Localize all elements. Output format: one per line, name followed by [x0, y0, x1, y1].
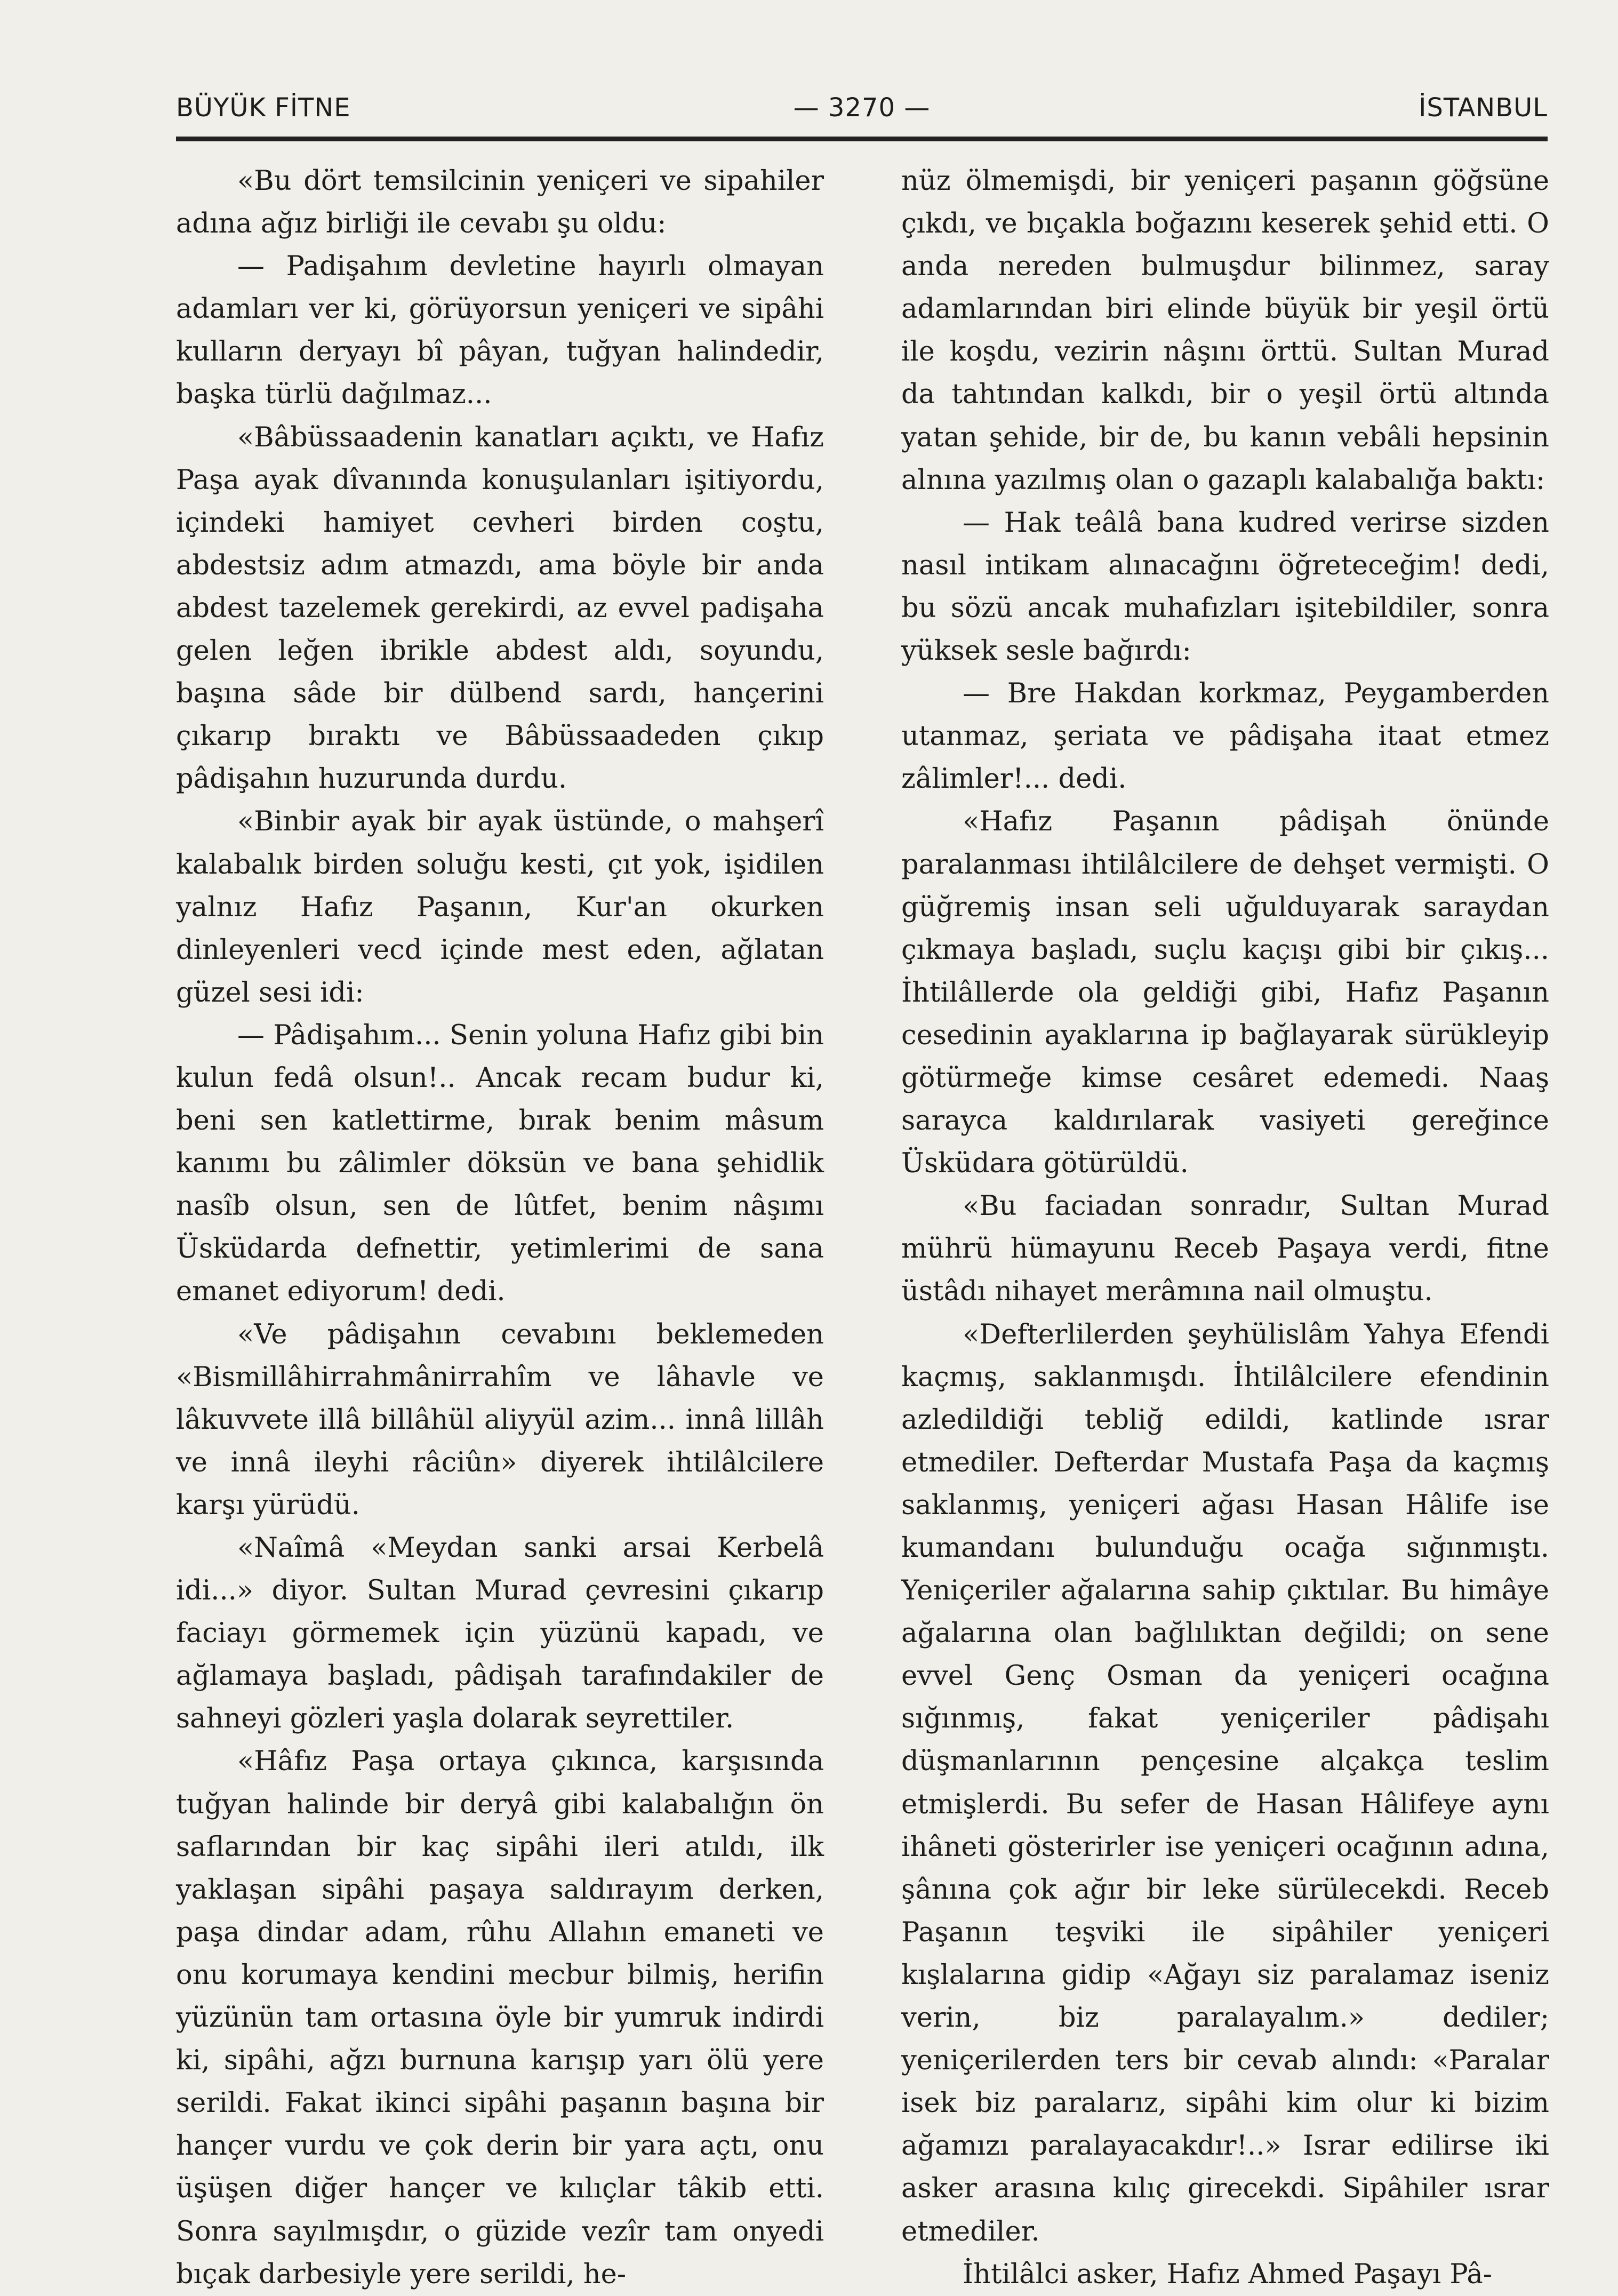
paragraph: «Bâbüssaadenin kanatları açıktı, ve Hafız Paşa ayak dîvanında konuşulanları işitiyordu, içindeki hamiyet cevheri birden coştu, abdestsiz adım atmazdı, ama böyle bir anda abdest tazelemek gerekirdi, az evvel padişaha gelen leğen ibrikle abdest aldı, soyundu, başına sâde bir dülbend sardı, hançerini çıkarıp bıraktı ve Bâbüssaadeden çıkıp pâdişahın huzurunda durdu.	[176, 421, 824, 795]
paragraph: «Ve pâdişahın cevabını beklemeden «Bismillâhirrahmânirrahîm ve lâhavle ve lâkuvvete illâ billâhül aliyyül azim... innâ lillâh ve innâ ileyhi râciûn» diyerek ihtilâlcilere karşı yürüdü.	[176, 1318, 824, 1521]
header-rule	[176, 137, 1548, 141]
paragraph: «Naîmâ «Meydan sanki arsai Kerbelâ idi...» diyor. Sultan Murad çevresini çıkarıp faciayı görmemek için yüzünü kapadı, ve ağlamaya başladı, pâdişah tarafındakiler de sahneyi gözleri yaşla dolarak seyrettiler.	[176, 1532, 824, 1735]
right-column	[901, 160, 1549, 2296]
running-header	[176, 86, 1548, 129]
paragraph: — Hak teâlâ bana kudred verirse sizden nasıl intikam alınacağını öğreteceğim! dedi, bu sözü ancak muhafızları işitebildiler, sonra yüksek sesle bağırdı:	[901, 507, 1549, 667]
paragraph: — Padişahım devletine hayırlı olmayan adamları ver ki, görüyorsun yeniçeri ve sipâhi kulların deryayı bî pâyan, tuğyan halindedir, başka türlü dağılmaz...	[176, 251, 824, 411]
header-book-title: BÜYÜK FİTNE	[176, 93, 351, 123]
paragraph: «Bu faciadan sonradır, Sultan Murad mührü hümayunu Receb Paşaya verdi, fitne üstâdı nihayet merâmına nail olmuştu.	[901, 1190, 1549, 1308]
page-number: — 3270 —	[793, 93, 931, 123]
paragraph-continued: nüz ölmemişdi, bir yeniçeri paşanın göğsüne çıkdı, ve bıçakla boğazını keserek şehid etti. O anda nereden bulmuşdur bilinmez, saray adamlarından biri elinde büyük bir yeşil örtü ile koşdu, vezirin nâşını örttü. Sultan Murad da tahtından kalkdı, bir o yeşil örtü altında yatan şehide, bir de, bu kanın vebâli hepsinin alnına yazılmış olan o gazaplı kalabalığa baktı:	[901, 165, 1549, 496]
header-section-title: İSTANBUL	[1419, 93, 1548, 123]
paragraph: — Pâdişahım... Senin yoluna Hafız gibi bin kulun fedâ olsun!.. Ancak recam budur ki, beni sen katlettirme, bırak benim mâsum kanımı bu zâlimler döksün ve bana şehidlik nasîb olsun, sen de lûtfet, benim nâşımı Üsküdarda defnettir, yetimlerimi de sana emanet ediyorum! dedi.	[176, 1019, 824, 1308]
left-column	[176, 160, 824, 2296]
paragraph: İhtilâlci asker, Hafız Ahmed Paşayı Pâ-	[963, 2258, 1493, 2290]
paragraph: — Bre Hakdan korkmaz, Peygamberden utanmaz, şeriata ve pâdişaha itaat etmez zâlimler!... dedi.	[901, 678, 1549, 795]
paragraph: «Hafız Paşanın pâdişah önünde paralanması ihtilâlcilere de dehşet vermişti. O güğremiş insan seli uğulduyarak saraydan çıkmaya başladı, suçlu kaçışı gibi bir çıkış... İhtilâllerde ola geldiği gibi, Hafız Paşanın cesedinin ayaklarına ip bağlayarak sürükleyip götürmeğe kimse cesâret edemedi. Naaş sarayca kaldırılarak vasiyeti gereğince Üsküdara götürüldü.	[901, 806, 1549, 1180]
paragraph: «Defterlilerden şeyhülislâm Yahya Efendi kaçmış, saklanmışdı. İhtilâlcilere efendinin azledildiği tebliğ edildi, katlinde ısrar etmediler. Defterdar Mustafa Paşa da kaçmış saklanmış, yeniçeri ağası Hasan Hâlife ise kumandanı bulunduğu ocağa sığınmıştı. Yeniçeriler ağalarına sahip çıktılar. Bu himâye ağalarına olan bağlılıktan değildi; on sene evvel Genç Osman da yeniçeri ocağına sığınmış, fakat yeniçeriler pâdişahı düşmanlarının pençesine alçakça teslim etmişlerdi. Bu sefer de Hasan Hâlifeye aynı ihâneti gösterirler ise yeniçeri ocağının adına, şânına çok ağır bir leke sürülecekdi. Receb Paşanın teşviki ile sipâhiler yeniçeri kışlalarına gidip «Ağayı siz paralamaz iseniz verin, biz paralayalım.» dediler; yeniçerilerden ters bir cevab alındı: «Paralar isek biz paralarız, sipâhi kim olur ki bizim ağamızı paralayacakdır!..» Israr edilirse iki asker arasına kılıç girecekdi. Sipâhiler ısrar etmediler.	[901, 1318, 1549, 2247]
paragraph: «Binbir ayak bir ayak üstünde, o mahşerî kalabalık birden soluğu kesti, çıt yok, işidilen yalnız Hafız Paşanın, Kur'an okurken dinleyenleri vecd içinde mest eden, ağlatan güzel sesi idi:	[176, 806, 824, 1009]
paragraph: «Bu dört temsilcinin yeniçeri ve sipahiler adına ağız birliği ile cevabı şu oldu:	[176, 165, 824, 240]
paragraph: «Hâfız Paşa ortaya çıkınca, karşısında tuğyan halinde bir deryâ gibi kalabalığın ön saflarından bir kaç sipâhi ileri atıldı, ilk yaklaşan sipâhi paşaya saldırayım derken, paşa dindar adam, rûhu Allahın emaneti ve onu korumaya kendini mecbur bilmiş, herifin yüzünün tam ortasına öyle bir yumruk indirdi ki, sipâhi, ağzı burnuna karışıp yarı ölü yere serildi. Fakat ikinci sipâhi paşanın başına bir hançer vurdu ve çok derin bir yara açtı, onu üşüşen diğer hançer ve kılıçlar tâkib etti. Sonra sayılmışdır, o güzide vezîr tam onyedi bıçak darbesiyle yere serildi, he-	[176, 1746, 824, 2290]
